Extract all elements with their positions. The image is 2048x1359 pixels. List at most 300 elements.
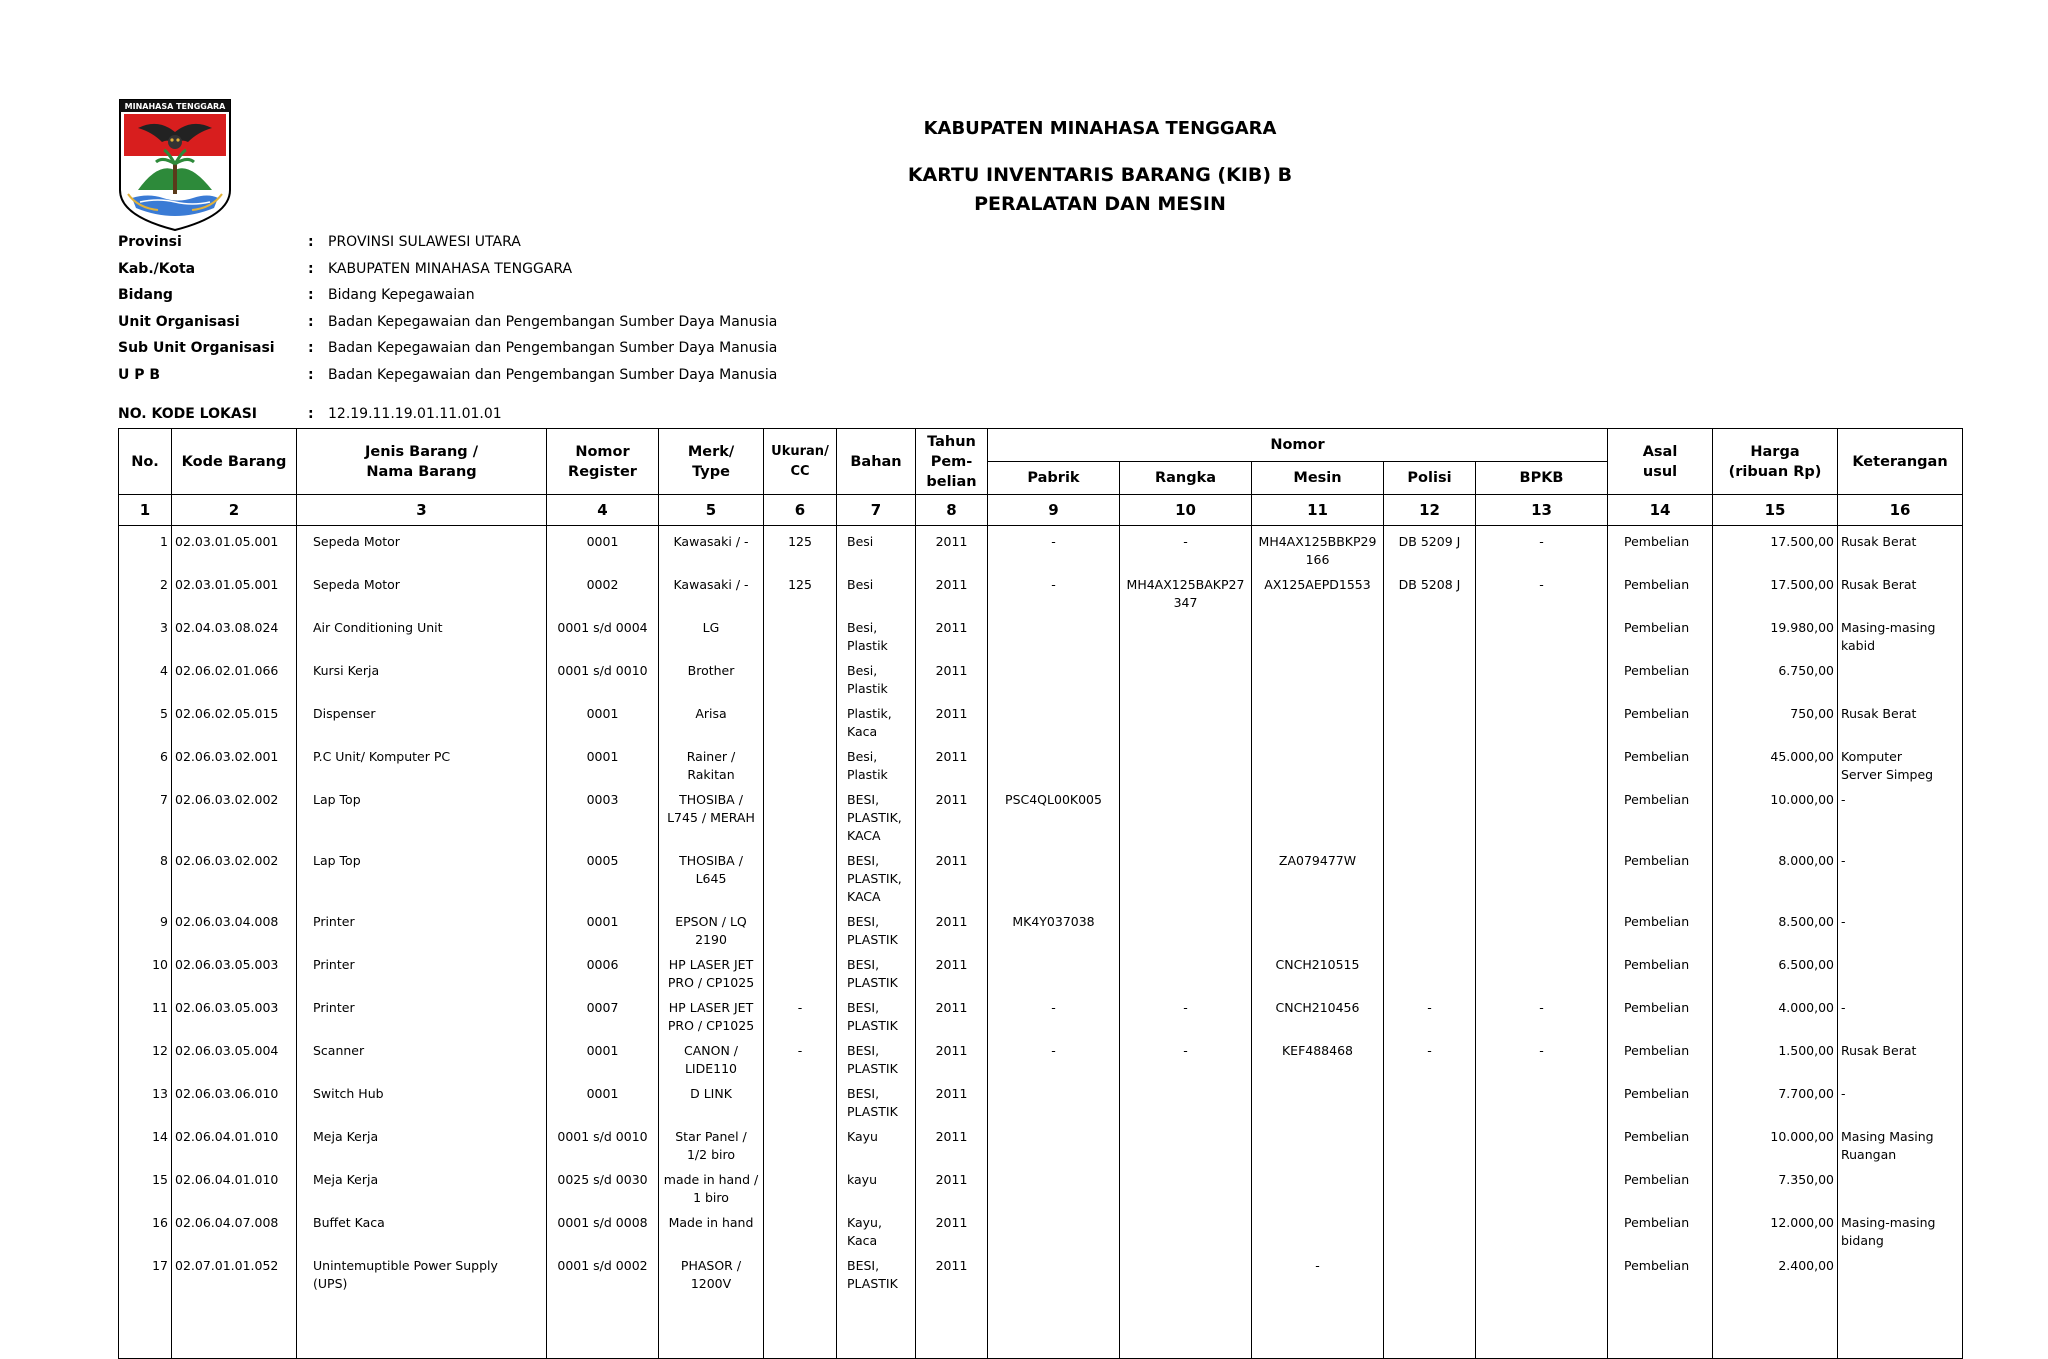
cell-bahan: Besi, Plastik: [837, 613, 916, 656]
column-number: 9: [988, 495, 1120, 526]
card-subtitle: PERALATAN DAN MESIN: [974, 193, 1226, 215]
cell-nama-barang: Meja Kerja: [297, 1165, 547, 1208]
header-no: No.: [119, 429, 172, 495]
cell-keterangan: Rusak Berat: [1838, 526, 1963, 571]
cell-pabrik: [988, 1208, 1120, 1251]
cell-merk: HP LASER JET PRO / CP1025: [659, 993, 764, 1036]
cell-asal-usul: Pembelian: [1608, 742, 1713, 785]
header-keterangan: Keterangan: [1838, 429, 1963, 495]
cell-merk: PHASOR / 1200V: [659, 1251, 764, 1294]
cell-bahan: BESI, PLASTIK: [837, 1036, 916, 1079]
cell-register: 0025 s/d 0030: [547, 1165, 659, 1208]
cell-ukuran: [764, 846, 837, 907]
cell-register: 0001 s/d 0010: [547, 1122, 659, 1165]
cell-bahan: Besi: [837, 570, 916, 613]
column-number: 10: [1120, 495, 1252, 526]
cell-tahun: 2011: [916, 1079, 988, 1122]
cell-nama-barang: Printer: [297, 950, 547, 993]
cell-harga: 8.500,00: [1713, 907, 1838, 950]
cell-asal-usul: Pembelian: [1608, 993, 1713, 1036]
cell-asal-usul: Pembelian: [1608, 846, 1713, 907]
cell-register: 0001: [547, 907, 659, 950]
cell-harga: 19.980,00: [1713, 613, 1838, 656]
cell-mesin: [1252, 613, 1384, 656]
column-number: 14: [1608, 495, 1713, 526]
cell-tahun: 2011: [916, 1165, 988, 1208]
cell-register: 0002: [547, 570, 659, 613]
header-harga: Harga (ribuan Rp): [1713, 429, 1838, 495]
cell-asal-usul: Pembelian: [1608, 1208, 1713, 1251]
cell-bahan: BESI, PLASTIK: [837, 950, 916, 993]
cell-bpkb: [1476, 656, 1608, 699]
cell-harga: 7.350,00: [1713, 1165, 1838, 1208]
cell-harga: 10.000,00: [1713, 1122, 1838, 1165]
cell-bpkb: [1476, 613, 1608, 656]
cell-polisi: [1384, 742, 1476, 785]
cell-harga: 8.000,00: [1713, 846, 1838, 907]
cell-asal-usul: Pembelian: [1608, 1079, 1713, 1122]
info-label: U P B: [118, 366, 161, 383]
cell-mesin: [1252, 1122, 1384, 1165]
header-rangka: Rangka: [1120, 462, 1252, 495]
cell-rangka: [1120, 950, 1252, 993]
cell-ukuran: 125: [764, 570, 837, 613]
table-row: [119, 950, 1963, 993]
cell-kode-barang: 02.06.03.05.003: [172, 993, 297, 1036]
table-row: [119, 1036, 1963, 1079]
column-number: 13: [1476, 495, 1608, 526]
column-number: 4: [547, 495, 659, 526]
cell-kode-barang: 02.06.03.05.003: [172, 950, 297, 993]
cell-bpkb: [1476, 1208, 1608, 1251]
cell-register: 0007: [547, 993, 659, 1036]
header-merk-type: Merk/ Type: [659, 429, 764, 495]
cell-ukuran: [764, 699, 837, 742]
lokasi-label: NO. KODE LOKASI: [118, 406, 257, 422]
cell-bpkb: [1476, 1079, 1608, 1122]
cell-tahun: 2011: [916, 526, 988, 571]
header-asal-usul: Asal usul: [1608, 429, 1713, 495]
cell-nama-barang: Kursi Kerja: [297, 656, 547, 699]
table-filler-row: [119, 1294, 1963, 1359]
cell-bpkb: [1476, 907, 1608, 950]
header-mesin: Mesin: [1252, 462, 1384, 495]
column-number: 7: [837, 495, 916, 526]
cell-no: 11: [119, 993, 172, 1036]
card-title: KARTU INVENTARIS BARANG (KIB) B: [907, 164, 1293, 186]
cell-mesin: CNCH210515: [1252, 950, 1384, 993]
cell-asal-usul: Pembelian: [1608, 1251, 1713, 1294]
cell-mesin: [1252, 907, 1384, 950]
cell-pabrik: [988, 950, 1120, 993]
info-label: Kab./Kota: [118, 260, 196, 277]
cell-no: 10: [119, 950, 172, 993]
cell-nama-barang: Meja Kerja: [297, 1122, 547, 1165]
table-row: [119, 656, 1963, 699]
cell-rangka: [1120, 1208, 1252, 1251]
info-value: Badan Kepegawaian dan Pengembangan Sumber Daya Manusia: [328, 313, 778, 330]
column-number-row: [119, 495, 1963, 526]
cell-no: 3: [119, 613, 172, 656]
column-number: 3: [297, 495, 547, 526]
header-ukuran: Ukuran/ CC: [764, 429, 837, 495]
cell-register: 0001 s/d 0010: [547, 656, 659, 699]
cell-polisi: [1384, 699, 1476, 742]
cell-tahun: 2011: [916, 613, 988, 656]
cell-register: 0001: [547, 699, 659, 742]
cell-register: 0001: [547, 1036, 659, 1079]
cell-ukuran: [764, 656, 837, 699]
cell-polisi: -: [1384, 993, 1476, 1036]
cell-merk: Rainer / Rakitan: [659, 742, 764, 785]
cell-polisi: [1384, 613, 1476, 656]
cell-bpkb: -: [1476, 993, 1608, 1036]
cell-rangka: [1120, 1251, 1252, 1294]
cell-polisi: [1384, 785, 1476, 846]
cell-polisi: [1384, 1079, 1476, 1122]
cell-bpkb: [1476, 1122, 1608, 1165]
cell-polisi: DB 5208 J: [1384, 570, 1476, 613]
info-label: Sub Unit Organisasi: [118, 340, 275, 356]
cell-rangka: [1120, 656, 1252, 699]
cell-tahun: 2011: [916, 570, 988, 613]
cell-bahan: kayu: [837, 1165, 916, 1208]
table-row: [119, 613, 1963, 656]
cell-no: 17: [119, 1251, 172, 1294]
cell-harga: 6.750,00: [1713, 656, 1838, 699]
cell-keterangan: Masing-masing bidang: [1838, 1208, 1963, 1251]
cell-kode-barang: 02.06.03.02.001: [172, 742, 297, 785]
cell-no: 2: [119, 570, 172, 613]
cell-mesin: -: [1252, 1251, 1384, 1294]
cell-nama-barang: Air Conditioning Unit: [297, 613, 547, 656]
cell-ukuran: [764, 613, 837, 656]
cell-register: 0001: [547, 526, 659, 571]
cell-no: 1: [119, 526, 172, 571]
header-nomor-register: Nomor Register: [547, 429, 659, 495]
cell-mesin: [1252, 785, 1384, 846]
table-row: [119, 907, 1963, 950]
cell-pabrik: [988, 1165, 1120, 1208]
cell-mesin: [1252, 699, 1384, 742]
cell-mesin: KEF488468: [1252, 1036, 1384, 1079]
info-value: Bidang Kepegawaian: [328, 287, 475, 303]
cell-no: 6: [119, 742, 172, 785]
cell-mesin: MH4AX125BBKP29 166: [1252, 526, 1384, 571]
cell-harga: 10.000,00: [1713, 785, 1838, 846]
column-number: 15: [1713, 495, 1838, 526]
cell-no: 16: [119, 1208, 172, 1251]
column-number: 6: [764, 495, 837, 526]
cell-merk: THOSIBA / L745 / MERAH: [659, 785, 764, 846]
cell-pabrik: [988, 656, 1120, 699]
cell-harga: 12.000,00: [1713, 1208, 1838, 1251]
cell-kode-barang: 02.06.03.02.002: [172, 846, 297, 907]
cell-pabrik: [988, 742, 1120, 785]
column-number: 1: [119, 495, 172, 526]
cell-mesin: CNCH210456: [1252, 993, 1384, 1036]
header-pabrik: Pabrik: [988, 462, 1120, 495]
cell-nama-barang: Dispenser: [297, 699, 547, 742]
cell-ukuran: -: [764, 1036, 837, 1079]
cell-tahun: 2011: [916, 950, 988, 993]
cell-pabrik: [988, 699, 1120, 742]
cell-rangka: [1120, 846, 1252, 907]
cell-kode-barang: 02.06.04.01.010: [172, 1122, 297, 1165]
cell-rangka: [1120, 742, 1252, 785]
cell-keterangan: [1838, 656, 1963, 699]
cell-merk: LG: [659, 613, 764, 656]
cell-mesin: [1252, 742, 1384, 785]
table-row: [119, 1165, 1963, 1208]
table-row: [119, 526, 1963, 571]
cell-rangka: [1120, 1079, 1252, 1122]
cell-nama-barang: Sepeda Motor: [297, 570, 547, 613]
cell-keterangan: Masing Masing Ruangan: [1838, 1122, 1963, 1165]
column-number: 12: [1384, 495, 1476, 526]
table-row: [119, 993, 1963, 1036]
cell-nama-barang: Printer: [297, 993, 547, 1036]
cell-tahun: 2011: [916, 907, 988, 950]
cell-ukuran: [764, 950, 837, 993]
cell-rangka: [1120, 907, 1252, 950]
cell-nama-barang: Scanner: [297, 1036, 547, 1079]
cell-keterangan: -: [1838, 993, 1963, 1036]
column-number: 11: [1252, 495, 1384, 526]
cell-no: 15: [119, 1165, 172, 1208]
cell-pabrik: [988, 1079, 1120, 1122]
cell-merk: made in hand / 1 biro: [659, 1165, 764, 1208]
cell-ukuran: 125: [764, 526, 837, 571]
cell-pabrik: [988, 1251, 1120, 1294]
header-bahan: Bahan: [837, 429, 916, 495]
cell-no: 9: [119, 907, 172, 950]
cell-merk: Made in hand: [659, 1208, 764, 1251]
cell-asal-usul: Pembelian: [1608, 656, 1713, 699]
cell-merk: EPSON / LQ 2190: [659, 907, 764, 950]
cell-nama-barang: Printer: [297, 907, 547, 950]
cell-polisi: [1384, 846, 1476, 907]
cell-polisi: [1384, 1165, 1476, 1208]
cell-keterangan: -: [1838, 785, 1963, 846]
cell-merk: Kawasaki / -: [659, 526, 764, 571]
cell-harga: 1.500,00: [1713, 1036, 1838, 1079]
table-row: [119, 1122, 1963, 1165]
cell-pabrik: MK4Y037038: [988, 907, 1120, 950]
cell-kode-barang: 02.06.03.06.010: [172, 1079, 297, 1122]
cell-bpkb: -: [1476, 526, 1608, 571]
cell-pabrik: -: [988, 1036, 1120, 1079]
cell-bahan: BESI, PLASTIK: [837, 993, 916, 1036]
cell-pabrik: PSC4QL00K005: [988, 785, 1120, 846]
cell-bahan: BESI, PLASTIK: [837, 1251, 916, 1294]
regency-title: KABUPATEN MINAHASA TENGGARA: [923, 118, 1277, 139]
cell-polisi: [1384, 950, 1476, 993]
cell-tahun: 2011: [916, 742, 988, 785]
cell-bpkb: [1476, 742, 1608, 785]
cell-bahan: BESI, PLASTIK, KACA: [837, 785, 916, 846]
info-value: Badan Kepegawaian dan Pengembangan Sumber Daya Manusia: [328, 340, 778, 356]
cell-keterangan: Masing-masing kabid: [1838, 613, 1963, 656]
cell-keterangan: Komputer Server Simpeg: [1838, 742, 1963, 785]
header-bpkb: BPKB: [1476, 462, 1608, 495]
header-tahun: Tahun Pem- belian: [916, 429, 988, 495]
cell-keterangan: [1838, 950, 1963, 993]
cell-kode-barang: 02.06.03.02.002: [172, 785, 297, 846]
cell-merk: Kawasaki / -: [659, 570, 764, 613]
cell-kode-barang: 02.06.02.05.015: [172, 699, 297, 742]
cell-keterangan: [1838, 1251, 1963, 1294]
cell-pabrik: [988, 1122, 1120, 1165]
cell-no: 13: [119, 1079, 172, 1122]
cell-mesin: AX125AEPD1553: [1252, 570, 1384, 613]
cell-keterangan: -: [1838, 907, 1963, 950]
cell-rangka: -: [1120, 526, 1252, 571]
cell-ukuran: [764, 907, 837, 950]
cell-pabrik: -: [988, 526, 1120, 571]
logo-lettering: MINAHASA TENGGARA: [124, 102, 226, 111]
cell-ukuran: [764, 1165, 837, 1208]
table-row: [119, 1251, 1963, 1294]
cell-pabrik: -: [988, 570, 1120, 613]
cell-mesin: [1252, 1165, 1384, 1208]
cell-tahun: 2011: [916, 785, 988, 846]
cell-bpkb: [1476, 1165, 1608, 1208]
cell-nama-barang: Lap Top: [297, 846, 547, 907]
cell-polisi: [1384, 907, 1476, 950]
cell-polisi: -: [1384, 1036, 1476, 1079]
cell-asal-usul: Pembelian: [1608, 570, 1713, 613]
inventory-table: [118, 428, 1963, 1359]
cell-polisi: [1384, 1122, 1476, 1165]
cell-kode-barang: 02.03.01.05.001: [172, 570, 297, 613]
cell-tahun: 2011: [916, 1208, 988, 1251]
table-row: [119, 846, 1963, 907]
cell-nama-barang: Lap Top: [297, 785, 547, 846]
cell-ukuran: [764, 742, 837, 785]
cell-rangka: [1120, 785, 1252, 846]
cell-keterangan: Rusak Berat: [1838, 1036, 1963, 1079]
cell-no: 7: [119, 785, 172, 846]
cell-harga: 4.000,00: [1713, 993, 1838, 1036]
cell-asal-usul: Pembelian: [1608, 785, 1713, 846]
inventory-rows: [119, 526, 1963, 1359]
document-page: MINAHASA TENGGARA KABUPATEN MINAHASA TENGGARA KARTU INVENTARIS BARANG (KIB) B PERALATAN DAN MESIN Provinsi : PROVINSI SULAWESI UTARA Kab./Kota : KABUPATEN MINAHASA TENGGARA Bidang : Bidang Kepegawaian Unit Organisasi : Badan Kepegawaian dan Pengembangan Sumber Daya Manusia Sub Unit Organisasi : Badan Kepegawaian dan Pengembangan Sumber Daya Manusia U P B : Badan Kepegawaian dan Pengembangan Sumber Daya Manusia NO. KODE LOKASI : 12.19.11.19.01.11.01.01 No. Kode Barang Jenis Barang / Nama Barang Nomor Register Merk/ Type Ukuran/ CC Bahan Tahun Pem- belian Nomor Asal usul Harga (ribuan Rp) Keterangan Pabrik Rangka Mesin Polisi BPKB 1 2 3 4 5 6 7 8 9 10 11 12 13 14 15 16 1 02.03.01.05.001 Sepeda Motor 0001 Kawasaki / - 125 Besi 2011 - - MH4AX125BBKP29 166 DB 5209 J - Pembelian 17.500,00 Rusak Berat 2 02.03.01.05.001 Sepeda Motor 0002 Kawasaki / - 125 Besi 2011 - MH4AX125BAKP27 347 AX125AEPD1553 DB 5208 J - Pembelian 17.500,00 Rusak Berat 3 02.04.03.08.024 Air Conditioning Unit 0001 s/d 0004 LG Besi, Plastik 2011 Pembelian 19.980,00 Masing-masing kabid 4 02.06.02.01.066 Kursi Kerja 0001 s/d 0010 Brother Besi, Plastik 2011 Pembelian 6.750,00 5 02.06.02.05.015 Dispenser 0001 Arisa Plastik, Kaca 2011 Pembelian 750,00 Rusak Berat 6 02.06.03.02.001 P.C Unit/ Komputer PC 0001 Rainer / Rakitan Besi, Plastik 2011 Pembelian 45.000,00 Komputer Server Simpeg 7 02.06.03.02.002 Lap Top 0003 THOSIBA / L745 / MERAH BESI, PLASTIK, KACA 2011 PSC4QL00K005 Pembelian 10.000,00 - 8 02.06.03.02.002 Lap Top 0005 THOSIBA / L645 BESI, PLASTIK, KACA 2011 ZA079477W Pembelian 8.000,00 - 9 02.06.03.04.008 Printer 0001 EPSON / LQ 2190 BESI, PLASTIK 2011 MK4Y037038 Pembelian 8.500,00 - 10 02.06.03.05.003 Printer 0006 HP LASER JET PRO / CP1025 BESI, PLASTIK 2011 CNCH210515 Pembelian 6.500,00 11 02.06.03.05.003 Printer 0007 HP LASER JET PRO / CP1025 - BESI, PLASTIK 2011 - - CNCH210456 - - Pembelian 4.000,00 - 12 02.06.03.05.004 Scanner 0001 CANON / LIDE110 - BESI, PLASTIK 2011 - - KEF488468 - - Pembelian 1.500,00 Rusak Berat 13 02.06.03.06.010 Switch Hub 0001 D LINK BESI, PLASTIK 2011 Pembelian 7.700,00 - 14 02.06.04.01.010 Meja Kerja 0001 s/d 0010 Star Panel / 1/2 biro Kayu 2011 Pembelian 10.000,00 Masing Masing Ruangan 15 02.06.04.01.010 Meja Kerja 0025 s/d 0030 made in hand / 1 biro kayu 2011 Pembelian 7.350,00 16 02.06.04.07.008 Buffet Kaca 0001 s/d 0008 Made in hand Kayu, Kaca 2011 Pembelian 12.000,00 Masing-masing bidang 17 02.07.01.01.052 Unintemuptible Power Supply (UPS) 0001 s/d 0002 PHASOR / 1200V BESI, PLASTIK 2011 - Pembelian 2.400,00: [0, 0, 2048, 1339]
cell-asal-usul: Pembelian: [1608, 613, 1713, 656]
cell-asal-usul: Pembelian: [1608, 699, 1713, 742]
cell-keterangan: [1838, 1165, 1963, 1208]
cell-bahan: Kayu, Kaca: [837, 1208, 916, 1251]
cell-ukuran: [764, 1251, 837, 1294]
cell-mesin: [1252, 656, 1384, 699]
cell-bahan: Besi, Plastik: [837, 656, 916, 699]
cell-merk: Brother: [659, 656, 764, 699]
cell-kode-barang: 02.06.02.01.066: [172, 656, 297, 699]
lokasi-value: 12.19.11.19.01.11.01.01: [328, 406, 502, 422]
cell-rangka: [1120, 699, 1252, 742]
info-value: Badan Kepegawaian dan Pengembangan Sumber Daya Manusia: [328, 366, 778, 383]
cell-register: 0003: [547, 785, 659, 846]
cell-asal-usul: Pembelian: [1608, 907, 1713, 950]
cell-harga: 17.500,00: [1713, 570, 1838, 613]
cell-harga: 45.000,00: [1713, 742, 1838, 785]
cell-kode-barang: 02.07.01.01.052: [172, 1251, 297, 1294]
info-label: Unit Organisasi: [118, 313, 240, 330]
cell-keterangan: Rusak Berat: [1838, 699, 1963, 742]
cell-pabrik: -: [988, 993, 1120, 1036]
header-polisi: Polisi: [1384, 462, 1476, 495]
cell-nama-barang: P.C Unit/ Komputer PC: [297, 742, 547, 785]
cell-nama-barang: Buffet Kaca: [297, 1208, 547, 1251]
info-label: Bidang: [118, 287, 173, 303]
cell-register: 0001 s/d 0004: [547, 613, 659, 656]
cell-no: 4: [119, 656, 172, 699]
cell-bahan: Besi: [837, 526, 916, 571]
cell-bahan: Kayu: [837, 1122, 916, 1165]
column-number: 16: [1838, 495, 1963, 526]
cell-register: 0001 s/d 0002: [547, 1251, 659, 1294]
cell-keterangan: Rusak Berat: [1838, 570, 1963, 613]
table-row: [119, 742, 1963, 785]
header-jenis-barang: Jenis Barang / Nama Barang: [297, 429, 547, 495]
column-number: 2: [172, 495, 297, 526]
cell-register: 0005: [547, 846, 659, 907]
cell-bahan: Plastik, Kaca: [837, 699, 916, 742]
cell-kode-barang: 02.03.01.05.001: [172, 526, 297, 571]
cell-polisi: [1384, 1251, 1476, 1294]
cell-bpkb: -: [1476, 570, 1608, 613]
cell-ukuran: [764, 1122, 837, 1165]
cell-register: 0001: [547, 1079, 659, 1122]
cell-asal-usul: Pembelian: [1608, 1165, 1713, 1208]
cell-polisi: DB 5209 J: [1384, 526, 1476, 571]
cell-bpkb: -: [1476, 1036, 1608, 1079]
cell-harga: 6.500,00: [1713, 950, 1838, 993]
cell-bpkb: [1476, 950, 1608, 993]
cell-polisi: [1384, 656, 1476, 699]
cell-bpkb: [1476, 846, 1608, 907]
table-row: [119, 785, 1963, 846]
cell-register: 0001 s/d 0008: [547, 1208, 659, 1251]
cell-kode-barang: 02.04.03.08.024: [172, 613, 297, 656]
cell-mesin: ZA079477W: [1252, 846, 1384, 907]
cell-no: 12: [119, 1036, 172, 1079]
cell-tahun: 2011: [916, 656, 988, 699]
cell-rangka: MH4AX125BAKP27 347: [1120, 570, 1252, 613]
cell-ukuran: [764, 1208, 837, 1251]
cell-nama-barang: Switch Hub: [297, 1079, 547, 1122]
cell-kode-barang: 02.06.03.05.004: [172, 1036, 297, 1079]
cell-pabrik: [988, 846, 1120, 907]
cell-merk: CANON / LIDE110: [659, 1036, 764, 1079]
info-label: Provinsi: [118, 234, 182, 250]
cell-polisi: [1384, 1208, 1476, 1251]
header-nomor: Nomor: [988, 429, 1608, 462]
cell-bahan: Besi, Plastik: [837, 742, 916, 785]
cell-rangka: [1120, 1165, 1252, 1208]
cell-mesin: [1252, 1208, 1384, 1251]
cell-bpkb: [1476, 699, 1608, 742]
cell-nama-barang: Sepeda Motor: [297, 526, 547, 571]
cell-rangka: -: [1120, 993, 1252, 1036]
cell-kode-barang: 02.06.04.01.010: [172, 1165, 297, 1208]
cell-harga: 2.400,00: [1713, 1251, 1838, 1294]
cell-asal-usul: Pembelian: [1608, 526, 1713, 571]
cell-bahan: BESI, PLASTIK: [837, 1079, 916, 1122]
header-kode-barang: Kode Barang: [172, 429, 297, 495]
cell-bahan: BESI, PLASTIK: [837, 907, 916, 950]
cell-nama-barang: Unintemuptible Power Supply (UPS): [297, 1251, 547, 1294]
